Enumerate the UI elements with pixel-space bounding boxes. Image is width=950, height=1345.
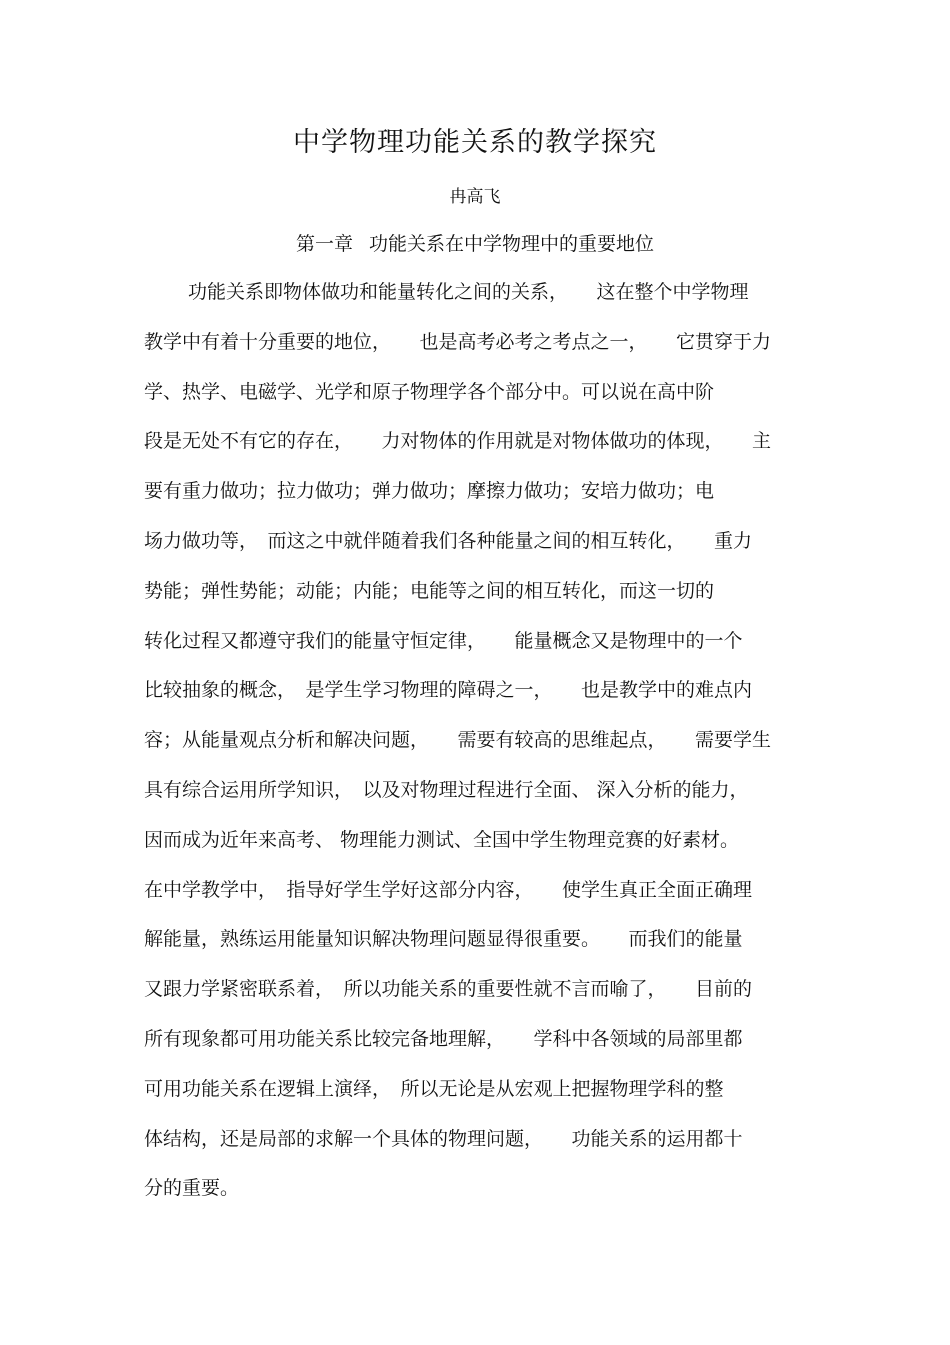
chapter-title: 功能关系在中学物理中的重要地位 [369, 233, 655, 255]
paragraph-line: 势能；弹性势能；动能；内能；电能等之间的相互转化，而这一切的 [144, 579, 715, 602]
paragraph-line: 比较抽象的概念， 是学生学习物理的障碍之一， 也是教学中的难点内 [144, 679, 753, 702]
paragraph-line: 教学中有着十分重要的地位， 也是高考必考之考点之一， 它贯穿于力 [144, 330, 772, 353]
paragraph-line: 解能量，熟练运用能量知识解决物理问题显得很重要。 而我们的能量 [144, 928, 743, 951]
paragraph-line: 学、热学、电磁学、光学和原子物理学各个部分中。可以说在高中阶 [144, 380, 715, 403]
paragraph-line: 功能关系即物体做功和能量转化之间的关系， 这在整个中学物理 [188, 281, 749, 303]
paragraph-line: 分的重要。 [144, 1177, 240, 1200]
paragraph-line: 又跟力学紧密联系着， 所以功能关系的重要性就不言而喻了， 目前的 [144, 978, 753, 1001]
paragraph-line: 可用功能关系在逻辑上演绎， 所以无论是从宏观上把握物理学科的整 [144, 1077, 724, 1100]
paragraph-line: 具有综合运用所学知识， 以及对物理过程进行全面、 深入分析的能力， [144, 778, 749, 801]
chapter-heading [0, 229, 950, 256]
author-name: 冉高飞 [449, 187, 501, 207]
chapter-number: 第一章 [295, 233, 353, 255]
paragraph-line: 转化过程又都遵守我们的能量守恒定律， 能量概念又是物理中的一个 [144, 629, 743, 652]
paragraph-line: 因而成为近年来高考、 物理能力测试、全国中学生物理竞赛的好素材。 [144, 828, 740, 851]
paragraph-line: 体结构，还是局部的求解一个具体的物理问题， 功能关系的运用都十 [144, 1127, 743, 1150]
document-title: 中学物理功能关系的教学探究 [293, 127, 657, 158]
paragraph-line: 容；从能量观点分析和解决问题， 需要有较高的思维起点， 需要学生 [144, 729, 772, 752]
paragraph-line: 段是无处不有它的存在， 力对物体的作用就是对物体做功的体现， 主 [144, 430, 772, 453]
body-paragraph [144, 274, 814, 1220]
paragraph-line: 场力做功等， 而这之中就伴随着我们各种能量之间的相互转化， 重力 [144, 529, 753, 552]
paragraph-line: 所有现象都可用功能关系比较完备地理解， 学科中各领域的局部里都 [144, 1027, 743, 1050]
paragraph-line: 要有重力做功；拉力做功；弹力做功；摩擦力做功；安培力做功；电 [144, 480, 715, 503]
paragraph-line: 在中学教学中， 指导好学生学好这部分内容， 使学生真正全面正确理 [144, 878, 753, 901]
